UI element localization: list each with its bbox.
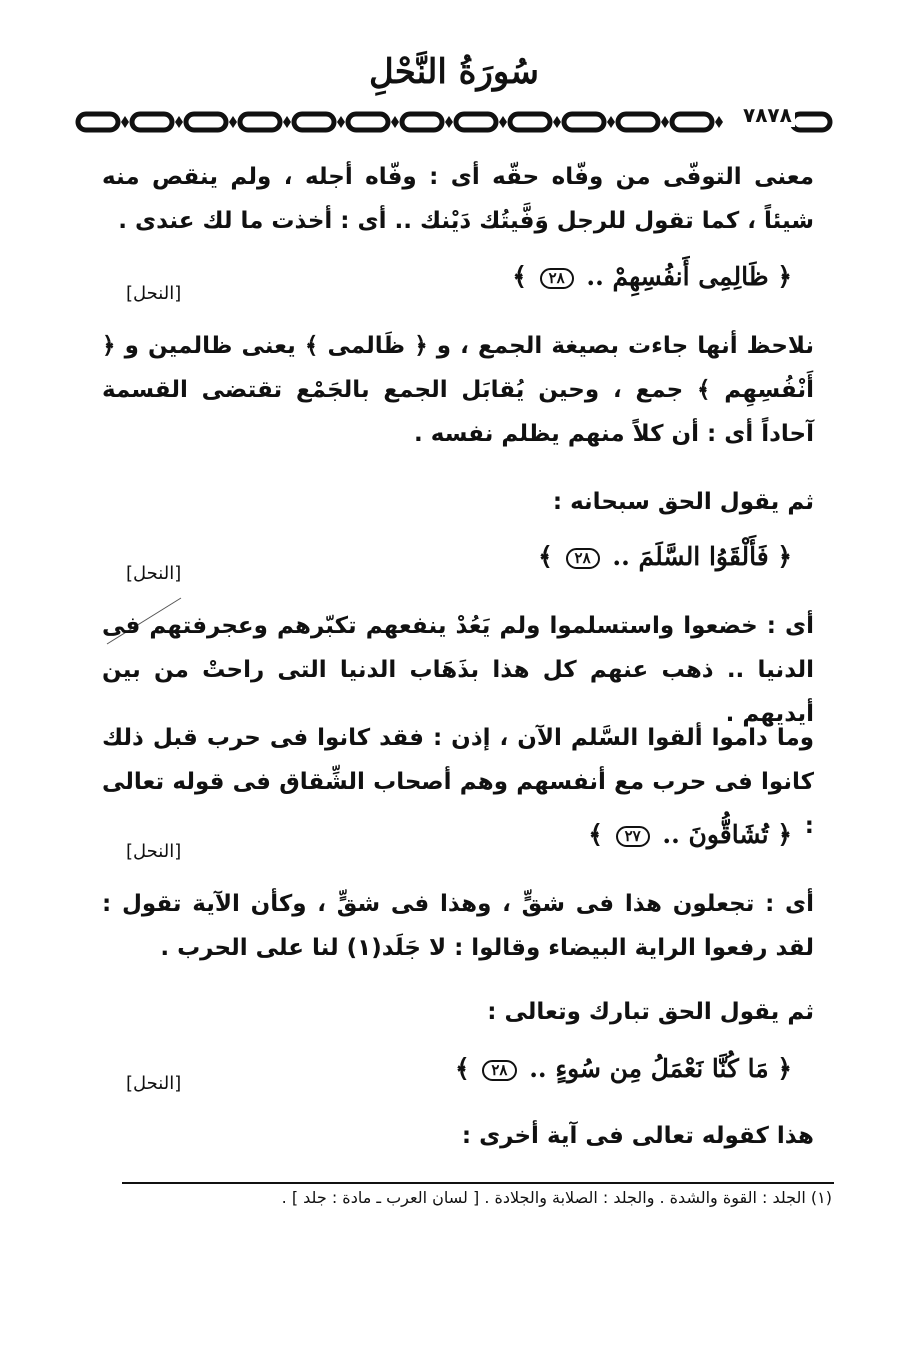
- page-number: ٧٨٧٨: [740, 103, 795, 127]
- quran-verse: [512, 262, 792, 291]
- quran-verse: [455, 1054, 792, 1083]
- verse-text: ﴿ فَأَلْقَوُا السَّلَمَ ..: [603, 542, 792, 571]
- paragraph: ثم يقول الحق تبارك وتعالى :: [487, 999, 814, 1025]
- surah-reference: [النحل]: [126, 1073, 182, 1094]
- verse-text: ﴿ ظَالِمِى أَنفُسِهِمْ ..: [577, 262, 792, 291]
- paragraph: نلاحظ أنها جاءت بصيغة الجمع ، و ﴿ ظَالمى ﴾ يعنى ظالمين و ﴿ أَنْفُسِهِم ﴾ جمع ، وحين يُقابَل الجمع بالجَمْع تقتضى القسمة آحاداً أى : أن كلاً منهم يظلم نفسه .: [102, 333, 814, 447]
- paragraph: وما داموا ألقوا السَّلم الآن ، إذن : فقد كانوا فى حرب قبل ذلك كانوا فى حرب مع أنفسهم وهم أصحاب الشِّقاق فى قوله تعالى :: [102, 725, 814, 839]
- quran-verse: [538, 542, 792, 571]
- surah-title: سُورَةُ النَّحْلِ: [369, 52, 539, 92]
- paragraph: ثم يقول الحق سبحانه :: [552, 489, 814, 515]
- footnote-divider: [122, 1182, 834, 1184]
- paragraph: هذا كقوله تعالى فى آية أخرى :: [461, 1123, 814, 1149]
- verse-number: ٢٨: [540, 268, 574, 289]
- footnote: (١) الجلد : القوة والشدة . والجلد : الصلابة والجلادة . [ لسان العرب ـ مادة : جلد ] .: [281, 1188, 832, 1207]
- verse-close-bracket: ﴾: [588, 820, 612, 849]
- paragraph: معنى التوفّى من وفّاه حقّه أى : وفّاه أجله ، ولم ينقص منه شيئاً ، كما تقول للرجل وَفَّيتُك دَيْنك .. أى : أخذت ما لك عندى .: [102, 164, 814, 234]
- quran-verse: [588, 820, 792, 849]
- paragraph: أى : خضعوا واستسلموا ولم يَعُدْ ينفعهم تكبّرهم وعجرفتهم فى الدنيا .. ذهب عنهم كل هذا بذَهَاب الدنيا التى راحتْ من بين أيديهم .: [102, 613, 814, 727]
- header-ornament: [74, 104, 834, 138]
- verse-text: ﴿ تُشَاقُّونَ ..: [653, 820, 792, 849]
- surah-reference: [النحل]: [126, 841, 182, 862]
- surah-reference: [النحل]: [126, 563, 182, 584]
- verse-close-bracket: ﴾: [512, 262, 536, 291]
- verse-close-bracket: ﴾: [538, 542, 562, 571]
- verse-close-bracket: ﴾: [455, 1054, 479, 1083]
- verse-number: ٢٨: [482, 1060, 516, 1081]
- verse-text: ﴿ مَا كُنَّا نَعْمَلُ مِن سُوءٍ ..: [520, 1054, 792, 1083]
- surah-reference: [النحل]: [126, 283, 182, 304]
- paragraph: أى : تجعلون هذا فى شقٍّ ، وهذا فى شقٍّ ، وكأن الآية تقول : لقد رفعوا الراية البيضاء وقالوا : لا جَلَد(١) لنا على الحرب .: [102, 891, 814, 961]
- verse-number: ٢٨: [566, 548, 600, 569]
- verse-number: ٢٧: [616, 826, 650, 847]
